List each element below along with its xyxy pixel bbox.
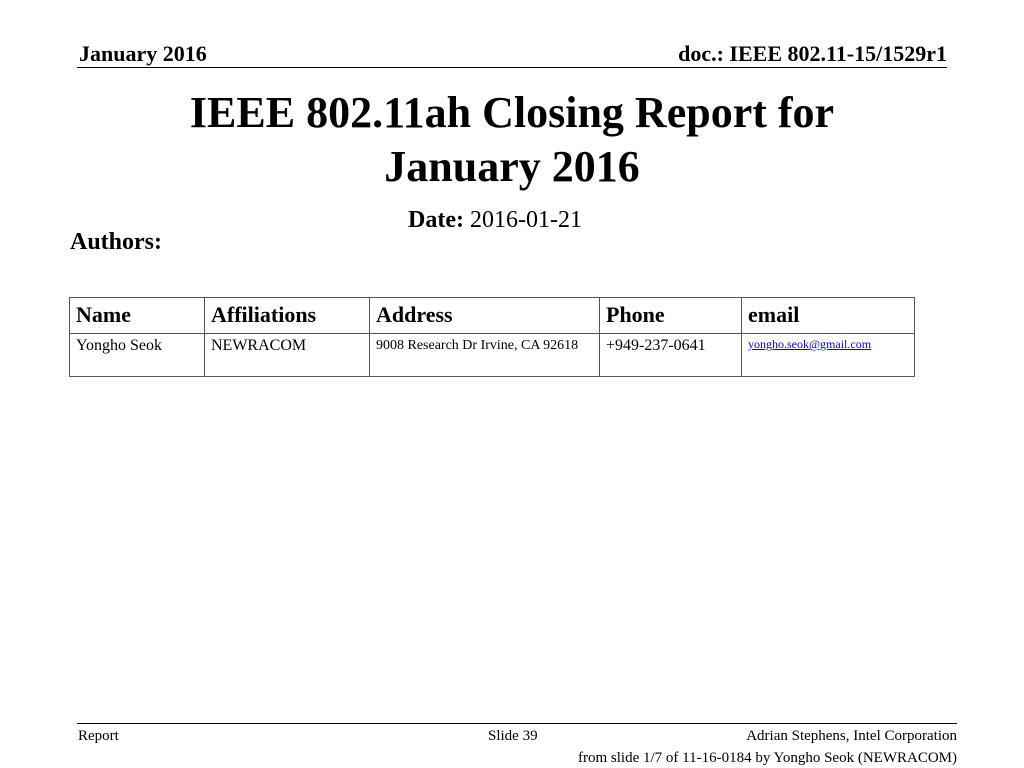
slide-title: [0, 86, 1024, 194]
header-rule: [77, 67, 947, 68]
author-email-cell: [742, 334, 915, 377]
slide-date: [408, 205, 582, 235]
author-email-link[interactable]: yongho.seok@gmail.com: [748, 337, 872, 351]
footer-left: Report: [78, 728, 119, 744]
column-header-address: Address: [370, 298, 600, 334]
column-header-email: email: [742, 298, 915, 334]
author-name: Yongho Seok: [70, 334, 205, 377]
column-header-affiliations: Affiliations: [205, 298, 370, 334]
footer-source-note: from slide 1/7 of 11-16-0184 by Yongho Seok (NEWRACOM): [577, 750, 957, 766]
header-doc-id: doc.: IEEE 802.11-15/1529r1: [678, 41, 947, 66]
column-header-phone: Phone: [600, 298, 742, 334]
author-address: 9008 Research Dr Irvine, CA 92618: [370, 334, 600, 377]
author-affiliation: NEWRACOM: [205, 334, 370, 377]
footer-right: Adrian Stephens, Intel Corporation: [746, 728, 957, 744]
slide-title-line-2: January 2016: [384, 142, 640, 191]
table-header-row: [70, 298, 915, 334]
table-row: [70, 334, 915, 377]
header-date: January 2016: [79, 41, 207, 66]
footer-slide-number: Slide 39: [488, 728, 538, 744]
slide-title-line-1: IEEE 802.11ah Closing Report for: [189, 88, 835, 137]
footer-rule: [77, 723, 957, 724]
date-label: Date:: [408, 207, 464, 233]
authors-table: [69, 297, 915, 377]
date-value: 2016-01-21: [469, 207, 582, 233]
author-phone: +949-237-0641: [600, 334, 742, 377]
column-header-name: Name: [70, 298, 205, 334]
authors-label: Authors:: [70, 229, 163, 255]
